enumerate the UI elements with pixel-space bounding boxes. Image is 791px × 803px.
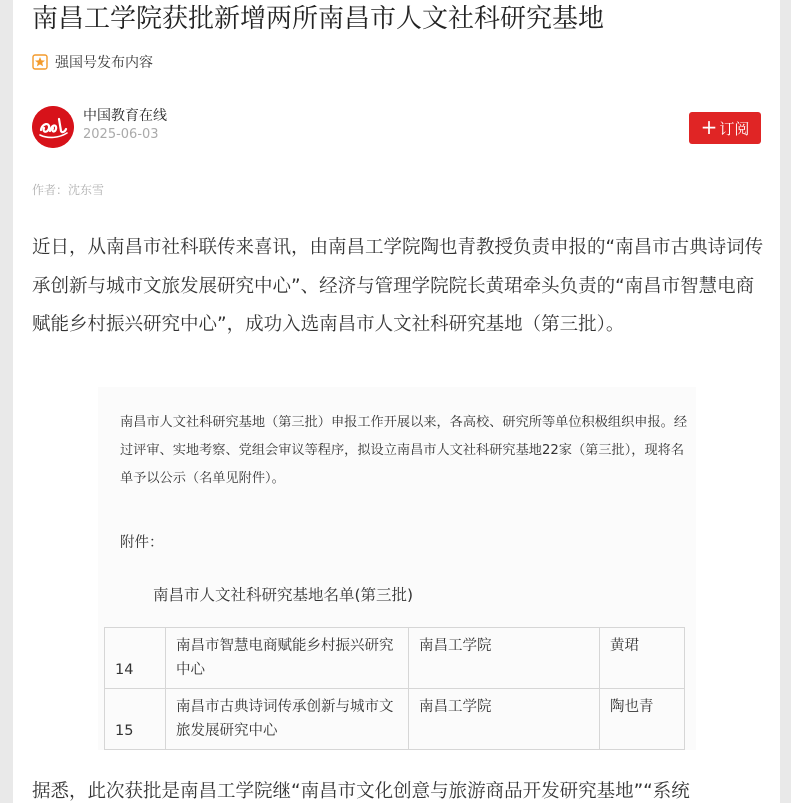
table-row [105, 628, 685, 689]
base-list-table [104, 627, 685, 750]
account-meta [83, 109, 167, 145]
project-name: 南昌市智慧电商赋能乡村振兴研究中心 [166, 628, 409, 689]
document-notice-text: 南昌市人文社科研究基地（第三批）申报工作开展以来，各高校、研究所等单位积极组织申报。经过评审、实地考察、党组会审议等程序，拟设立南昌市人文社科研究基地22家（第三批），现将名单予以公示（名单见附件）。 [120, 415, 688, 486]
account-header [32, 106, 167, 148]
row-number: 15 [105, 689, 166, 750]
article-paragraph: 近日，从南昌市社科联传来喜讯，由南昌工学院陶也青教授负责申报的“南昌市古典诗词传承创新与城市文旅发展研究中心”、经济与管理学院院长黄珺牵头负责的“南昌市智慧电商赋能乡村振兴研究中心”，成功入选南昌市人文社科研究基地（第三批）。 [32, 237, 764, 335]
subscribe-label: 订阅 [719, 119, 750, 138]
article-paragraph: 据悉，此次获批是南昌工学院继“南昌市文化创意与旅游商品开发研究基地”“系统 [32, 781, 690, 802]
notice-document-image [98, 387, 696, 750]
school-name: 南昌工学院 [409, 628, 600, 689]
eol-logo-icon [32, 106, 74, 148]
document-list-title: 南昌市人文社科研究基地名单(第三批) [153, 586, 414, 604]
account-name[interactable]: 中国教育在线 [83, 108, 167, 124]
table-row [105, 689, 685, 750]
plus-icon: + [700, 115, 718, 139]
source-label-row [32, 52, 153, 72]
avatar[interactable] [32, 106, 74, 148]
publish-date: 2025-06-03 [83, 127, 159, 142]
leader-name: 陶也青 [600, 689, 685, 750]
source-label: 强国号发布内容 [55, 55, 153, 71]
subscribe-button[interactable] [689, 112, 761, 144]
row-number: 14 [105, 628, 166, 689]
project-name: 南昌市古典诗词传承创新与城市文旅发展研究中心 [166, 689, 409, 750]
article-page [13, 0, 780, 803]
document-attachment-label: 附件： [120, 535, 164, 551]
school-name: 南昌工学院 [409, 689, 600, 750]
leader-name: 黄珺 [600, 628, 685, 689]
article-title: 南昌工学院获批新增两所南昌市人文社科研究基地 [32, 4, 605, 34]
star-badge-icon [32, 54, 48, 70]
author-line: 作者：沈东雪 [32, 183, 105, 197]
